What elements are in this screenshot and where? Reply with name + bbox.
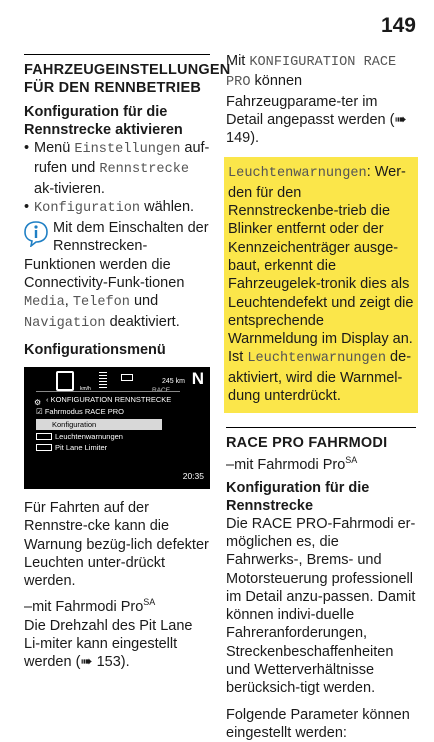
section-title: FAHRZEUGEINSTELLUNGEN FÜR DEN RENNBETRIEB [24,62,231,96]
equipment-condition [24,598,210,616]
page-number: 149 [380,14,416,37]
paragraph: Für Fahrten auf der Rennstre-cke kann die Warnung bezüg-lich defekter Leuchten unter-drückt werden. [24,499,209,590]
section-rule [226,427,416,428]
text: wählen. [140,198,195,215]
info-icon [24,221,48,247]
function-name: Leuchtenwarnungen [228,166,367,182]
divider [36,391,180,392]
text: und [129,293,159,310]
right-column [226,52,416,742]
text: können Fahrzeugparame-ter im Detail angepasst werden (➠ 149). [226,73,407,147]
sa-superscript: SA [345,455,358,466]
function-name: Telefon [72,295,130,311]
menu-item-konfiguration: Konfiguration [52,419,97,429]
paragraph: Die RACE PRO-Fahrmodi er-möglichen es, die Fahrwerks-, Brems- und Motorsteuerung professionell im Detail anzu-passen. Damit können indivi-duelle Fahreranforderungen, Streckenbeschaffenheiten und Wetterverhältnisse berücksich-tigt werden. [226,515,416,697]
function-name: Media [24,295,65,311]
menu-item-label: Leuchtenwarnungen [55,431,123,441]
menu-item: Konfiguration [34,200,141,216]
menu-item-label: Pit Lane Limiter [55,442,108,452]
speed-digit [56,371,74,391]
text: Mit dem Einschalten der Rennstrecken-Funktionen werden die Connectivity-Funk-tionen [24,220,209,292]
text: –mit Fahrmodi Pro [226,457,346,474]
gear-icon: ⚙ [34,397,42,407]
clock: 20:35 [182,470,204,481]
menu-item-label: Fahrmodus RACE PRO [44,406,125,416]
menu-item-pit-lane [36,443,107,453]
paragraph: Die Drehzahl des Pit Lane Li-miter kann eingestellt werden (➠ 153). [24,617,193,671]
sa-superscript: SA [143,597,156,608]
info-note [24,219,210,333]
menu-title-text: KONFIGURATION RENNSTRECKE [50,394,172,404]
menu-name: Einstellungen [74,142,181,157]
text: auf-rufen und [34,140,210,177]
checkbox-icon [36,444,52,451]
subsection-heading: Konfigurationsmenü [24,341,166,358]
instruction-step-1 [24,139,210,198]
rpm-bars [99,372,107,388]
section-rule [24,54,210,55]
equipment-condition [226,456,416,474]
menu-item-race-pro: ☑ Fahrmodus RACE PRO [36,406,125,416]
text: de-aktiviert, wird die Warnmel-dung unterdrückt. [228,349,412,405]
left-column [24,54,231,672]
menu-item-leuchtenwarnungen [36,432,123,442]
text: , [64,293,73,310]
function-name: Navigation [24,315,106,331]
section-title: RACE PRO FAHRMODI [226,435,388,452]
text: Mit [226,53,250,69]
instruction-step-2 [24,198,210,218]
text: : Wer-den für den Rennstreckenbe-trieb die Blinker entfernt oder der Kennzeichenträger ausge-baut, erkennt die Fahrzeugelek-tronik dies als Leuchtendefekt und zeigt die entsprechende Warnmeldung im Display an. Ist [228,164,414,366]
subsection-heading: Konfiguration für die Rennstrecke [226,479,370,514]
gear-indicator: N [191,368,204,388]
paragraph [226,52,416,147]
function-name: Leuchtenwarnungen [247,351,387,367]
text: –mit Fahrmodi Pro [24,599,144,616]
paragraph: Folgende Parameter können eingestellt werden: [226,706,410,741]
menu-item: Rennstrecke [99,162,190,178]
highlighted-note [224,157,418,413]
text: deaktiviert. [105,313,180,330]
checkbox-icon [36,433,52,440]
range-readout: 245 km [162,377,185,385]
menu-title: ‹ KONFIGURATION RENNSTRECKE [46,394,172,404]
menu-name: KONFIGURATION RACE PRO [226,55,397,91]
riding-mode: RACE [152,386,171,394]
text: Menü [34,140,75,156]
display-screenshot [24,367,210,489]
text: ak-tivieren. [34,180,105,197]
speed-unit: km/h [80,385,91,392]
battery-icon [121,374,133,381]
subsection-heading: Konfiguration für die Rennstrecke aktivieren [24,104,183,138]
